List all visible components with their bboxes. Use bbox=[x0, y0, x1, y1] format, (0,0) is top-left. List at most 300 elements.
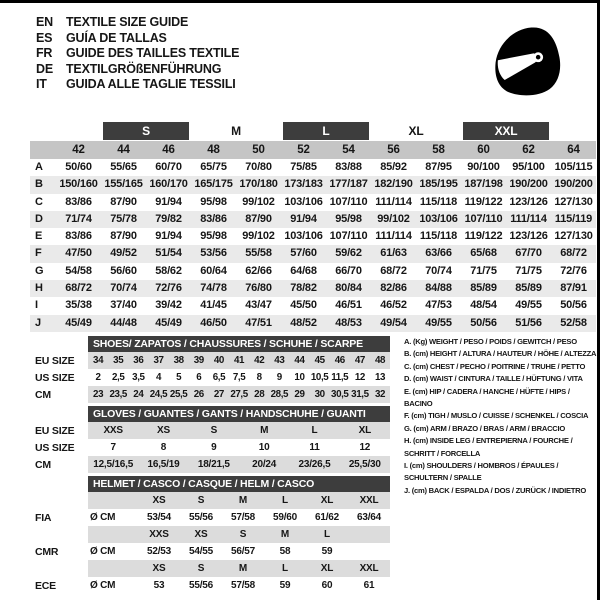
value-cell: 6,5 bbox=[212, 372, 226, 383]
standard-label-cmr: CMR bbox=[35, 545, 59, 558]
legend-item: C. (cm) CHEST / PECHO / POITRINE / TRUHE / PETTO bbox=[404, 361, 586, 371]
legend-item: B. (cm) HEIGHT / ALTURA / HAUTEUR / HÖHE / ALTEZZA bbox=[404, 349, 597, 359]
measure-cell: 47/53 bbox=[425, 299, 452, 312]
measure-cell: 84/88 bbox=[416, 280, 461, 297]
measure-cell: 72/76 bbox=[560, 264, 587, 277]
measure-cell: 185/195 bbox=[416, 176, 461, 193]
size-number-cell: 42 bbox=[56, 141, 101, 159]
value-cell: S bbox=[210, 425, 218, 436]
standard-label-ece: ECE bbox=[35, 579, 56, 592]
measure-cell: 76/80 bbox=[236, 280, 281, 297]
helmet-table bbox=[35, 476, 390, 594]
measure-cell: 45/49 bbox=[56, 315, 101, 332]
measure-cell: 111/114 bbox=[375, 230, 412, 243]
row-cells bbox=[88, 369, 390, 386]
measure-cell: 50/56 bbox=[560, 299, 587, 312]
measure-cell: 67/70 bbox=[506, 245, 551, 262]
size-group-m bbox=[191, 121, 281, 141]
unit-cell: Ø CM bbox=[90, 546, 116, 557]
measure-cell: 90/100 bbox=[467, 161, 500, 173]
value-cell: 10 bbox=[258, 442, 270, 453]
size-number-cell: 56 bbox=[371, 141, 416, 159]
measure-cell: 105/115 bbox=[554, 161, 593, 173]
language-title-block bbox=[36, 15, 239, 93]
size-group-xxl bbox=[461, 121, 551, 141]
measure-cell: 95/98 bbox=[326, 211, 371, 228]
value-cell: 8 bbox=[256, 372, 262, 383]
measure-cell: 53/56 bbox=[191, 245, 236, 262]
measure-cell: 85/89 bbox=[506, 280, 551, 297]
guide-title-de: TEXTILGRÖßENFÜHRUNG bbox=[66, 61, 222, 76]
measure-cell: 103/106 bbox=[416, 211, 461, 228]
measure-cell: 83/86 bbox=[65, 195, 92, 208]
measure-cell: 72/76 bbox=[146, 280, 191, 297]
measure-cell: 123/126 bbox=[509, 230, 548, 243]
size-number-cell: 46 bbox=[146, 141, 191, 159]
row-label: US SIZE bbox=[35, 371, 75, 384]
value-cell: 59/60 bbox=[272, 512, 298, 523]
row-letter-c: C bbox=[35, 195, 43, 208]
unit-cell: Ø CM bbox=[90, 580, 116, 591]
shoes-table-title: SHOES/ ZAPATOS / CHAUSSURES / SCHUHE / SCARPE bbox=[88, 336, 390, 352]
size-cell: S bbox=[197, 495, 205, 506]
size-cell: XS bbox=[152, 563, 166, 574]
row-label: US SIZE bbox=[35, 441, 75, 454]
value-cell: 38 bbox=[173, 355, 184, 366]
measure-cell: 87/90 bbox=[236, 211, 281, 228]
main-size-grid bbox=[30, 121, 596, 332]
value-cell: 25,5/30 bbox=[348, 459, 381, 470]
measure-cell: 79/82 bbox=[146, 211, 191, 228]
measure-cell: 127/130 bbox=[554, 195, 593, 208]
value-cell: 47 bbox=[354, 355, 365, 366]
measure-cell: 37/40 bbox=[110, 299, 137, 312]
measure-cell: 60/70 bbox=[155, 161, 182, 173]
value-cell: 5 bbox=[176, 372, 182, 383]
row-letter-d: D bbox=[30, 211, 56, 228]
value-cell: 43 bbox=[274, 355, 285, 366]
value-cell: 48 bbox=[374, 355, 386, 366]
measure-cell: 155/165 bbox=[101, 176, 146, 193]
value-cell: 27,5 bbox=[230, 389, 248, 400]
legend-item: D. (cm) WAIST / CINTURA / TAILLE / HÜFTUNG / VITA bbox=[404, 374, 583, 384]
measure-cell: 50/60 bbox=[65, 161, 92, 173]
measure-cell: 70/74 bbox=[101, 280, 146, 297]
size-number-cell: 52 bbox=[281, 141, 326, 159]
helmet-value-row bbox=[35, 543, 390, 560]
measure-cell: 119/122 bbox=[464, 195, 503, 208]
value-cell: L bbox=[311, 425, 318, 436]
measure-cell: 46/50 bbox=[191, 315, 236, 332]
value-cell: 39 bbox=[193, 355, 204, 366]
measure-cell: 83/88 bbox=[335, 161, 362, 173]
measure-cell: 82/86 bbox=[371, 280, 416, 297]
measure-cell: 99/102 bbox=[242, 195, 275, 208]
measure-cell: 103/106 bbox=[284, 195, 323, 208]
language-code: FR bbox=[36, 46, 53, 61]
value-cell: 45 bbox=[314, 355, 325, 366]
row-cells bbox=[88, 386, 390, 403]
legend-item: I. (cm) SHOULDERS / HOMBROS / ÉPAULES / SCHULTERN / SPALLE bbox=[404, 461, 559, 483]
size-cell: L bbox=[324, 529, 330, 540]
size-cell: M bbox=[280, 529, 290, 540]
guide-title-fr: GUIDE DES TAILLES TEXTILE bbox=[66, 46, 240, 61]
legend-item: F. (cm) TIGH / MUSLO / CUISSE / SCHENKEL / COSCIA bbox=[404, 411, 589, 421]
size-number-cell: 54 bbox=[326, 141, 371, 159]
value-cell: 30 bbox=[314, 389, 325, 400]
value-cell: 55/56 bbox=[188, 512, 214, 523]
measure-cell: 190/200 bbox=[506, 176, 551, 193]
measure-cell: 60/64 bbox=[200, 264, 227, 277]
measure-cell: 51/54 bbox=[146, 245, 191, 262]
table-row bbox=[35, 439, 390, 456]
size-cell: XS bbox=[152, 495, 166, 506]
value-cell: 12,5/16,5 bbox=[93, 459, 134, 470]
measure-cell: 182/190 bbox=[371, 176, 416, 193]
measure-cell: 111/114 bbox=[375, 195, 412, 208]
measure-cell: 115/119 bbox=[551, 211, 596, 228]
value-cell: 26 bbox=[193, 389, 204, 400]
measure-cell: 74/78 bbox=[191, 280, 236, 297]
measure-cell: 70/74 bbox=[425, 264, 452, 277]
size-cell: XXL bbox=[359, 495, 379, 506]
value-cell: 57/58 bbox=[230, 580, 256, 591]
language-row-en bbox=[36, 15, 239, 31]
value-cell: 23 bbox=[93, 389, 104, 400]
value-cell: 63/64 bbox=[356, 512, 382, 523]
measure-cell: 71/74 bbox=[56, 211, 101, 228]
value-cell: 8 bbox=[160, 442, 167, 453]
value-cell: 2 bbox=[95, 372, 101, 383]
size-number-cell: 60 bbox=[461, 141, 506, 159]
measure-cell: 177/187 bbox=[326, 176, 371, 193]
measure-cell: 41/45 bbox=[200, 299, 227, 312]
value-cell: 58 bbox=[279, 546, 291, 557]
measure-cell: 57/60 bbox=[281, 245, 326, 262]
measure-cell: 87/95 bbox=[425, 161, 452, 173]
row-label: EU SIZE bbox=[35, 424, 75, 437]
size-letter-label: M bbox=[231, 124, 241, 138]
size-letter-label: XXL bbox=[463, 122, 549, 140]
measure-cell: 47/51 bbox=[236, 315, 281, 332]
table-row bbox=[35, 386, 390, 403]
measure-cell: 83/86 bbox=[65, 230, 92, 243]
legend-item: H. (cm) INSIDE LEG / ENTREPIERNA / FOURCHE / SCHRITT / FORCELLA bbox=[404, 436, 573, 458]
helmet-size-row bbox=[35, 492, 390, 509]
value-cell: 31,5 bbox=[351, 389, 369, 400]
helmet-value-row bbox=[35, 509, 390, 526]
helmet-size-row bbox=[35, 526, 390, 543]
size-number-cell: 64 bbox=[551, 141, 596, 159]
measure-cell: 46/52 bbox=[380, 299, 407, 312]
row-letter-e: E bbox=[35, 230, 43, 243]
helmet-value-row bbox=[35, 577, 390, 594]
size-cell: XXL bbox=[359, 563, 379, 574]
value-cell: M bbox=[260, 425, 269, 436]
legend-item: A. (Kg) WEIGHT / PESO / POIDS / GEWITCH / PESO bbox=[404, 337, 577, 346]
value-cell: 59 bbox=[279, 580, 291, 591]
helmet-size-row bbox=[35, 560, 390, 577]
value-cell: 10 bbox=[294, 372, 305, 383]
value-cell: 36 bbox=[133, 355, 144, 366]
shoes-table bbox=[35, 336, 390, 403]
size-cell: S bbox=[239, 529, 247, 540]
size-cell: M bbox=[238, 563, 248, 574]
value-cell: 42 bbox=[254, 355, 265, 366]
measure-cell: 68/72 bbox=[56, 280, 101, 297]
measure-cell: 75/85 bbox=[290, 161, 317, 173]
value-cell: 60 bbox=[321, 580, 333, 591]
measure-cell: 187/198 bbox=[461, 176, 506, 193]
measure-cell: 45/49 bbox=[146, 315, 191, 332]
row-letter-j: J bbox=[30, 315, 56, 332]
value-cell: XXS bbox=[103, 425, 123, 436]
value-cell: 56/57 bbox=[230, 546, 256, 557]
measure-cell: 58/62 bbox=[155, 264, 182, 277]
row-letter-f: F bbox=[30, 245, 56, 262]
value-cell: 59 bbox=[321, 546, 333, 557]
size-letter-spacer bbox=[551, 121, 596, 141]
value-cell: 54/55 bbox=[188, 546, 214, 557]
value-cell: 2,5 bbox=[112, 372, 125, 383]
size-letter-label: S bbox=[103, 122, 189, 140]
row-cells bbox=[88, 422, 390, 439]
value-cell: 40 bbox=[213, 355, 224, 366]
value-cell: 35 bbox=[113, 355, 124, 366]
value-cell: 24 bbox=[133, 389, 144, 400]
value-cell: 44 bbox=[294, 355, 305, 366]
measure-cell: 91/94 bbox=[155, 230, 182, 243]
measure-cell: 46/51 bbox=[335, 299, 362, 312]
value-cell: 10,5 bbox=[310, 372, 329, 383]
measure-cell: 165/175 bbox=[191, 176, 236, 193]
row-cells bbox=[88, 439, 390, 456]
measure-cell: 68/72 bbox=[380, 264, 407, 277]
language-row-it bbox=[36, 77, 239, 93]
measure-cell: 44/48 bbox=[101, 315, 146, 332]
measurement-legend bbox=[404, 336, 598, 497]
value-cell: 55/56 bbox=[188, 580, 214, 591]
row-cells bbox=[88, 526, 390, 543]
size-cell: S bbox=[197, 563, 205, 574]
value-cell: 25,5 bbox=[169, 389, 188, 400]
value-cell: 4 bbox=[155, 372, 162, 383]
value-cell: 28,5 bbox=[270, 389, 289, 400]
language-code: ES bbox=[36, 30, 53, 45]
measure-cell: 173/183 bbox=[281, 176, 326, 193]
value-cell: 12 bbox=[359, 442, 371, 453]
row-letter-b: B bbox=[30, 176, 56, 193]
measure-cell: 65/75 bbox=[200, 161, 227, 173]
measure-cell: 49/54 bbox=[371, 315, 416, 332]
size-cell: M bbox=[238, 495, 248, 506]
value-cell: 61/62 bbox=[314, 512, 340, 523]
value-cell: 9 bbox=[276, 372, 282, 383]
value-cell: 24,5 bbox=[149, 389, 168, 400]
size-cell: L bbox=[282, 563, 288, 574]
racing-helmet-icon bbox=[488, 16, 564, 106]
measure-cell: 91/94 bbox=[281, 211, 326, 228]
value-cell: 46 bbox=[334, 355, 345, 366]
measure-cell: 85/89 bbox=[461, 280, 506, 297]
language-code: DE bbox=[36, 61, 53, 76]
size-cell: XL bbox=[320, 563, 334, 574]
measure-cell: 170/180 bbox=[236, 176, 281, 193]
measure-cell: 95/100 bbox=[512, 161, 545, 173]
value-cell: 3,5 bbox=[132, 372, 145, 383]
measure-cell: 119/122 bbox=[464, 230, 503, 243]
measure-cell: 70/80 bbox=[245, 161, 272, 173]
measure-cell: 39/42 bbox=[155, 299, 182, 312]
measure-cell: 115/118 bbox=[419, 230, 458, 243]
row-cells bbox=[88, 543, 390, 560]
guide-title-en: TEXTILE SIZE GUIDE bbox=[66, 15, 189, 29]
size-letter-label: XL bbox=[408, 124, 424, 138]
value-cell: 32 bbox=[374, 389, 386, 400]
value-cell: XS bbox=[157, 425, 170, 436]
measure-cell: 71/75 bbox=[515, 264, 542, 277]
size-cell: XXS bbox=[149, 529, 169, 540]
measure-cell: 54/58 bbox=[65, 264, 92, 277]
guide-title-it: GUIDA ALLE TAGLIE TESSILI bbox=[66, 77, 236, 92]
measure-cell: 45/50 bbox=[290, 299, 317, 312]
value-cell: 20/24 bbox=[252, 459, 277, 470]
measure-cell: 78/82 bbox=[281, 280, 326, 297]
legend-item: E. (cm) HIP / CADERA / HANCHE / HÜFTE / HIPS / BACINO bbox=[404, 386, 570, 409]
size-letter-spacer bbox=[30, 121, 101, 141]
measure-cell: 87/90 bbox=[110, 230, 137, 243]
measure-cell: 99/102 bbox=[371, 211, 416, 228]
table-row bbox=[35, 369, 390, 386]
measure-cell: 49/52 bbox=[101, 245, 146, 262]
row-letter-i: I bbox=[35, 299, 38, 312]
value-cell: XL bbox=[358, 425, 371, 436]
size-group-s bbox=[101, 121, 191, 141]
value-cell: 18/21,5 bbox=[197, 459, 230, 470]
measure-cell: 107/110 bbox=[329, 195, 368, 208]
value-cell: 37 bbox=[153, 355, 164, 366]
measure-cell: 111/114 bbox=[506, 211, 551, 228]
row-letter-a: A bbox=[35, 161, 43, 173]
measure-cell: 56/60 bbox=[110, 264, 137, 277]
unit-cell: Ø CM bbox=[90, 512, 116, 523]
value-cell: 6 bbox=[196, 372, 202, 383]
size-number-cell: 44 bbox=[101, 141, 146, 159]
size-group-l bbox=[281, 121, 371, 141]
language-row-de bbox=[36, 62, 239, 78]
top-border-line bbox=[0, 0, 600, 3]
size-number-cell: 58 bbox=[416, 141, 461, 159]
value-cell: 28 bbox=[254, 389, 265, 400]
measure-cell: 35/38 bbox=[65, 299, 92, 312]
row-label: EU SIZE bbox=[35, 354, 75, 367]
language-code: EN bbox=[36, 15, 53, 29]
size-cell: L bbox=[282, 495, 288, 506]
row-cells bbox=[88, 509, 390, 526]
measure-cell: 59/62 bbox=[326, 245, 371, 262]
measure-cell: 64/68 bbox=[290, 264, 317, 277]
size-cell: XL bbox=[320, 495, 334, 506]
measure-cell: 50/56 bbox=[461, 315, 506, 332]
measure-cell: 80/84 bbox=[326, 280, 371, 297]
measure-cell: 83/86 bbox=[191, 211, 236, 228]
value-cell: 7,5 bbox=[232, 372, 246, 383]
row-cells bbox=[88, 456, 390, 473]
measure-cell: 61/63 bbox=[371, 245, 416, 262]
measure-cell: 68/72 bbox=[551, 245, 596, 262]
table-row bbox=[35, 352, 390, 369]
helmet-table-title: HELMET / CASCO / CASQUE / HELM / CASCO bbox=[88, 476, 390, 492]
row-cells bbox=[88, 352, 390, 369]
measure-cell: 51/56 bbox=[506, 315, 551, 332]
gloves-table bbox=[35, 406, 390, 473]
measure-cell: 190/200 bbox=[551, 176, 596, 193]
size-letter-label: L bbox=[283, 122, 369, 140]
measure-cell: 107/110 bbox=[329, 230, 368, 243]
value-cell: 57/58 bbox=[230, 512, 256, 523]
measure-cell: 103/106 bbox=[284, 230, 323, 243]
measure-cell: 48/52 bbox=[281, 315, 326, 332]
guide-title-es: GUÍA DE TALLAS bbox=[66, 30, 167, 45]
legend-item: J. (cm) BACK / ESPALDA / DOS / ZURÜCK / INDIETRO bbox=[404, 485, 587, 495]
value-cell: 13 bbox=[374, 372, 386, 383]
size-cell: XS bbox=[194, 529, 208, 540]
measure-cell: 123/126 bbox=[509, 195, 548, 208]
value-cell: 27 bbox=[213, 389, 224, 400]
row-cells bbox=[88, 577, 390, 594]
value-cell: 23,5 bbox=[109, 389, 127, 400]
main-size-table bbox=[30, 121, 596, 332]
measure-cell: 66/70 bbox=[335, 264, 362, 277]
measure-cell: 91/94 bbox=[155, 195, 182, 208]
value-cell: 53/54 bbox=[146, 512, 172, 523]
value-cell: 34 bbox=[93, 355, 104, 366]
value-cell: 16,5/19 bbox=[147, 459, 180, 470]
size-number-cell: 50 bbox=[236, 141, 281, 159]
value-cell: 12 bbox=[354, 372, 365, 383]
language-row-fr bbox=[36, 46, 239, 62]
measure-cell: 55/65 bbox=[110, 161, 137, 173]
measure-cell: 95/98 bbox=[200, 195, 227, 208]
row-cells bbox=[88, 560, 390, 577]
language-code: IT bbox=[36, 77, 47, 92]
measure-cell: 71/75 bbox=[470, 264, 497, 277]
measure-cell: 99/102 bbox=[242, 230, 275, 243]
measure-cell: 85/92 bbox=[380, 161, 407, 173]
size-group-xl bbox=[371, 121, 461, 141]
row-cells bbox=[88, 492, 390, 509]
measure-cell: 87/91 bbox=[551, 280, 596, 297]
measure-cell: 47/50 bbox=[56, 245, 101, 262]
measure-cell: 55/58 bbox=[236, 245, 281, 262]
row-letter-g: G bbox=[35, 264, 44, 277]
language-row-es bbox=[36, 31, 239, 47]
legend-item: G. (cm) ARM / BRAZO / BRAS / ARM / BRACCIO bbox=[404, 423, 566, 433]
table-row bbox=[35, 422, 390, 439]
value-cell: 29 bbox=[294, 389, 305, 400]
row-letter-h: H bbox=[30, 280, 56, 297]
size-number-cell: 62 bbox=[506, 141, 551, 159]
value-cell: 53 bbox=[153, 580, 165, 591]
value-cell: 41 bbox=[234, 355, 245, 366]
table-row bbox=[35, 456, 390, 473]
measure-cell: 48/54 bbox=[470, 299, 497, 312]
measure-cell: 75/78 bbox=[101, 211, 146, 228]
measure-cell: 62/66 bbox=[245, 264, 272, 277]
row-label: CM bbox=[35, 458, 51, 471]
row-label: CM bbox=[35, 388, 51, 401]
measure-cell: 52/58 bbox=[551, 315, 596, 332]
